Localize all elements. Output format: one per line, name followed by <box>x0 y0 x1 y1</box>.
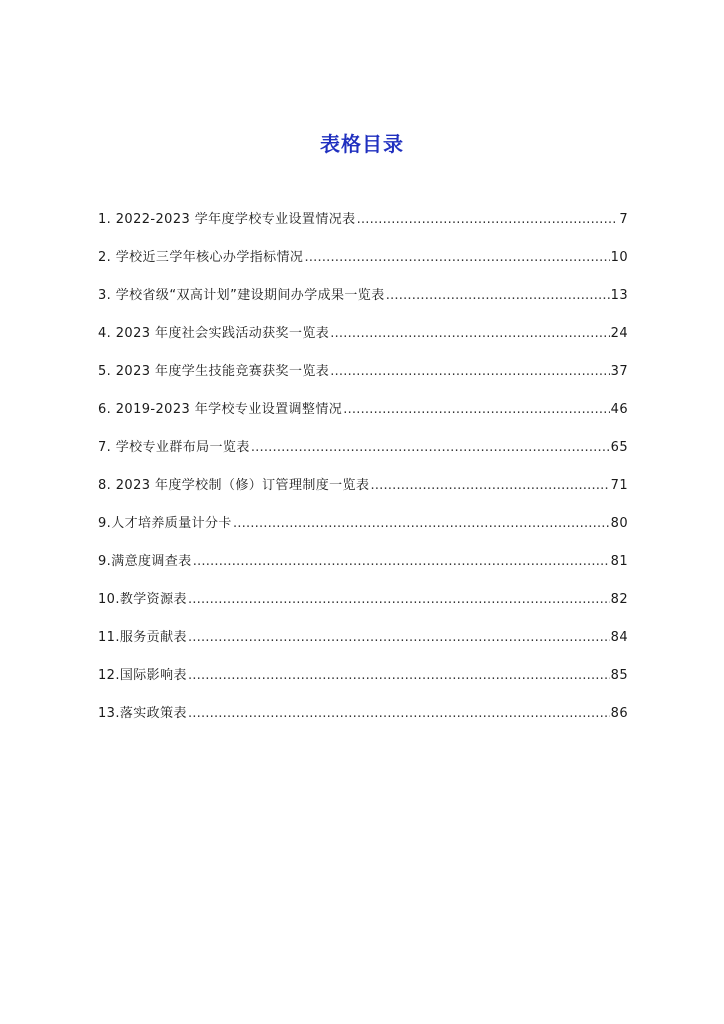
dot-leader <box>188 664 610 688</box>
toc-entry-page: 24 <box>610 326 628 341</box>
dot-leader <box>386 284 610 308</box>
toc-entry-label: 8. 2023 年度学校制（修）订管理制度一览表 <box>98 478 370 493</box>
toc-entry-page: 46 <box>610 402 628 417</box>
toc-entry-label: 3. 学校省级“双高计划”建设期间办学成果一览表 <box>98 288 385 303</box>
toc-entry-label: 1. 2022-2023 学年度学校专业设置情况表 <box>98 212 356 227</box>
dot-leader <box>233 512 610 536</box>
dot-leader <box>370 474 609 498</box>
toc-entry[interactable] <box>98 588 628 626</box>
toc-entry-label: 9.满意度调查表 <box>98 554 192 569</box>
toc-entry[interactable] <box>98 208 628 246</box>
toc-entry-page: 71 <box>610 478 628 493</box>
toc-entry-label: 10.教学资源表 <box>98 592 187 607</box>
toc-entry-label: 7. 学校专业群布局一览表 <box>98 440 250 455</box>
toc-entry-page: 81 <box>610 554 628 569</box>
toc-entry[interactable] <box>98 246 628 284</box>
toc-entry[interactable] <box>98 398 628 436</box>
dot-leader <box>188 702 610 726</box>
dot-leader <box>330 322 610 346</box>
toc-entry[interactable] <box>98 512 628 550</box>
toc-entry[interactable] <box>98 322 628 360</box>
toc-entry[interactable] <box>98 664 628 702</box>
toc-entry-page: 85 <box>610 668 628 683</box>
toc-entry-label: 4. 2023 年度社会实践活动获奖一览表 <box>98 326 330 341</box>
dot-leader <box>188 626 610 650</box>
toc-entry-label: 11.服务贡献表 <box>98 630 187 645</box>
toc-entry-page: 7 <box>619 212 628 227</box>
toc-entry-page: 82 <box>610 592 628 607</box>
toc-entry-label: 13.落实政策表 <box>98 706 187 721</box>
toc-entry-page: 13 <box>610 288 628 303</box>
dot-leader <box>357 208 619 232</box>
toc-entry[interactable] <box>98 474 628 512</box>
toc-entry-label: 2. 学校近三学年核心办学指标情况 <box>98 250 304 265</box>
table-of-contents <box>98 208 628 740</box>
dot-leader <box>193 550 610 574</box>
toc-entry-label: 5. 2023 年度学生技能竞赛获奖一览表 <box>98 364 330 379</box>
toc-entry-page: 37 <box>610 364 628 379</box>
toc-entry[interactable] <box>98 360 628 398</box>
dot-leader <box>330 360 610 384</box>
toc-entry-page: 86 <box>610 706 628 721</box>
dot-leader <box>251 436 610 460</box>
page-title: 表格目录 <box>320 132 404 156</box>
toc-entry-label: 12.国际影响表 <box>98 668 187 683</box>
dot-leader <box>304 246 609 270</box>
toc-entry[interactable] <box>98 702 628 740</box>
toc-entry[interactable] <box>98 550 628 588</box>
toc-entry-page: 65 <box>610 440 628 455</box>
dot-leader <box>343 398 610 422</box>
toc-entry[interactable] <box>98 436 628 474</box>
dot-leader <box>188 588 610 612</box>
toc-entry-page: 84 <box>610 630 628 645</box>
toc-entry-label: 6. 2019-2023 年学校专业设置调整情况 <box>98 402 343 417</box>
toc-entry[interactable] <box>98 626 628 664</box>
toc-entry-page: 80 <box>610 516 628 531</box>
toc-entry-page: 10 <box>610 250 628 265</box>
toc-entry[interactable] <box>98 284 628 322</box>
toc-entry-label: 9.人才培养质量计分卡 <box>98 516 232 531</box>
